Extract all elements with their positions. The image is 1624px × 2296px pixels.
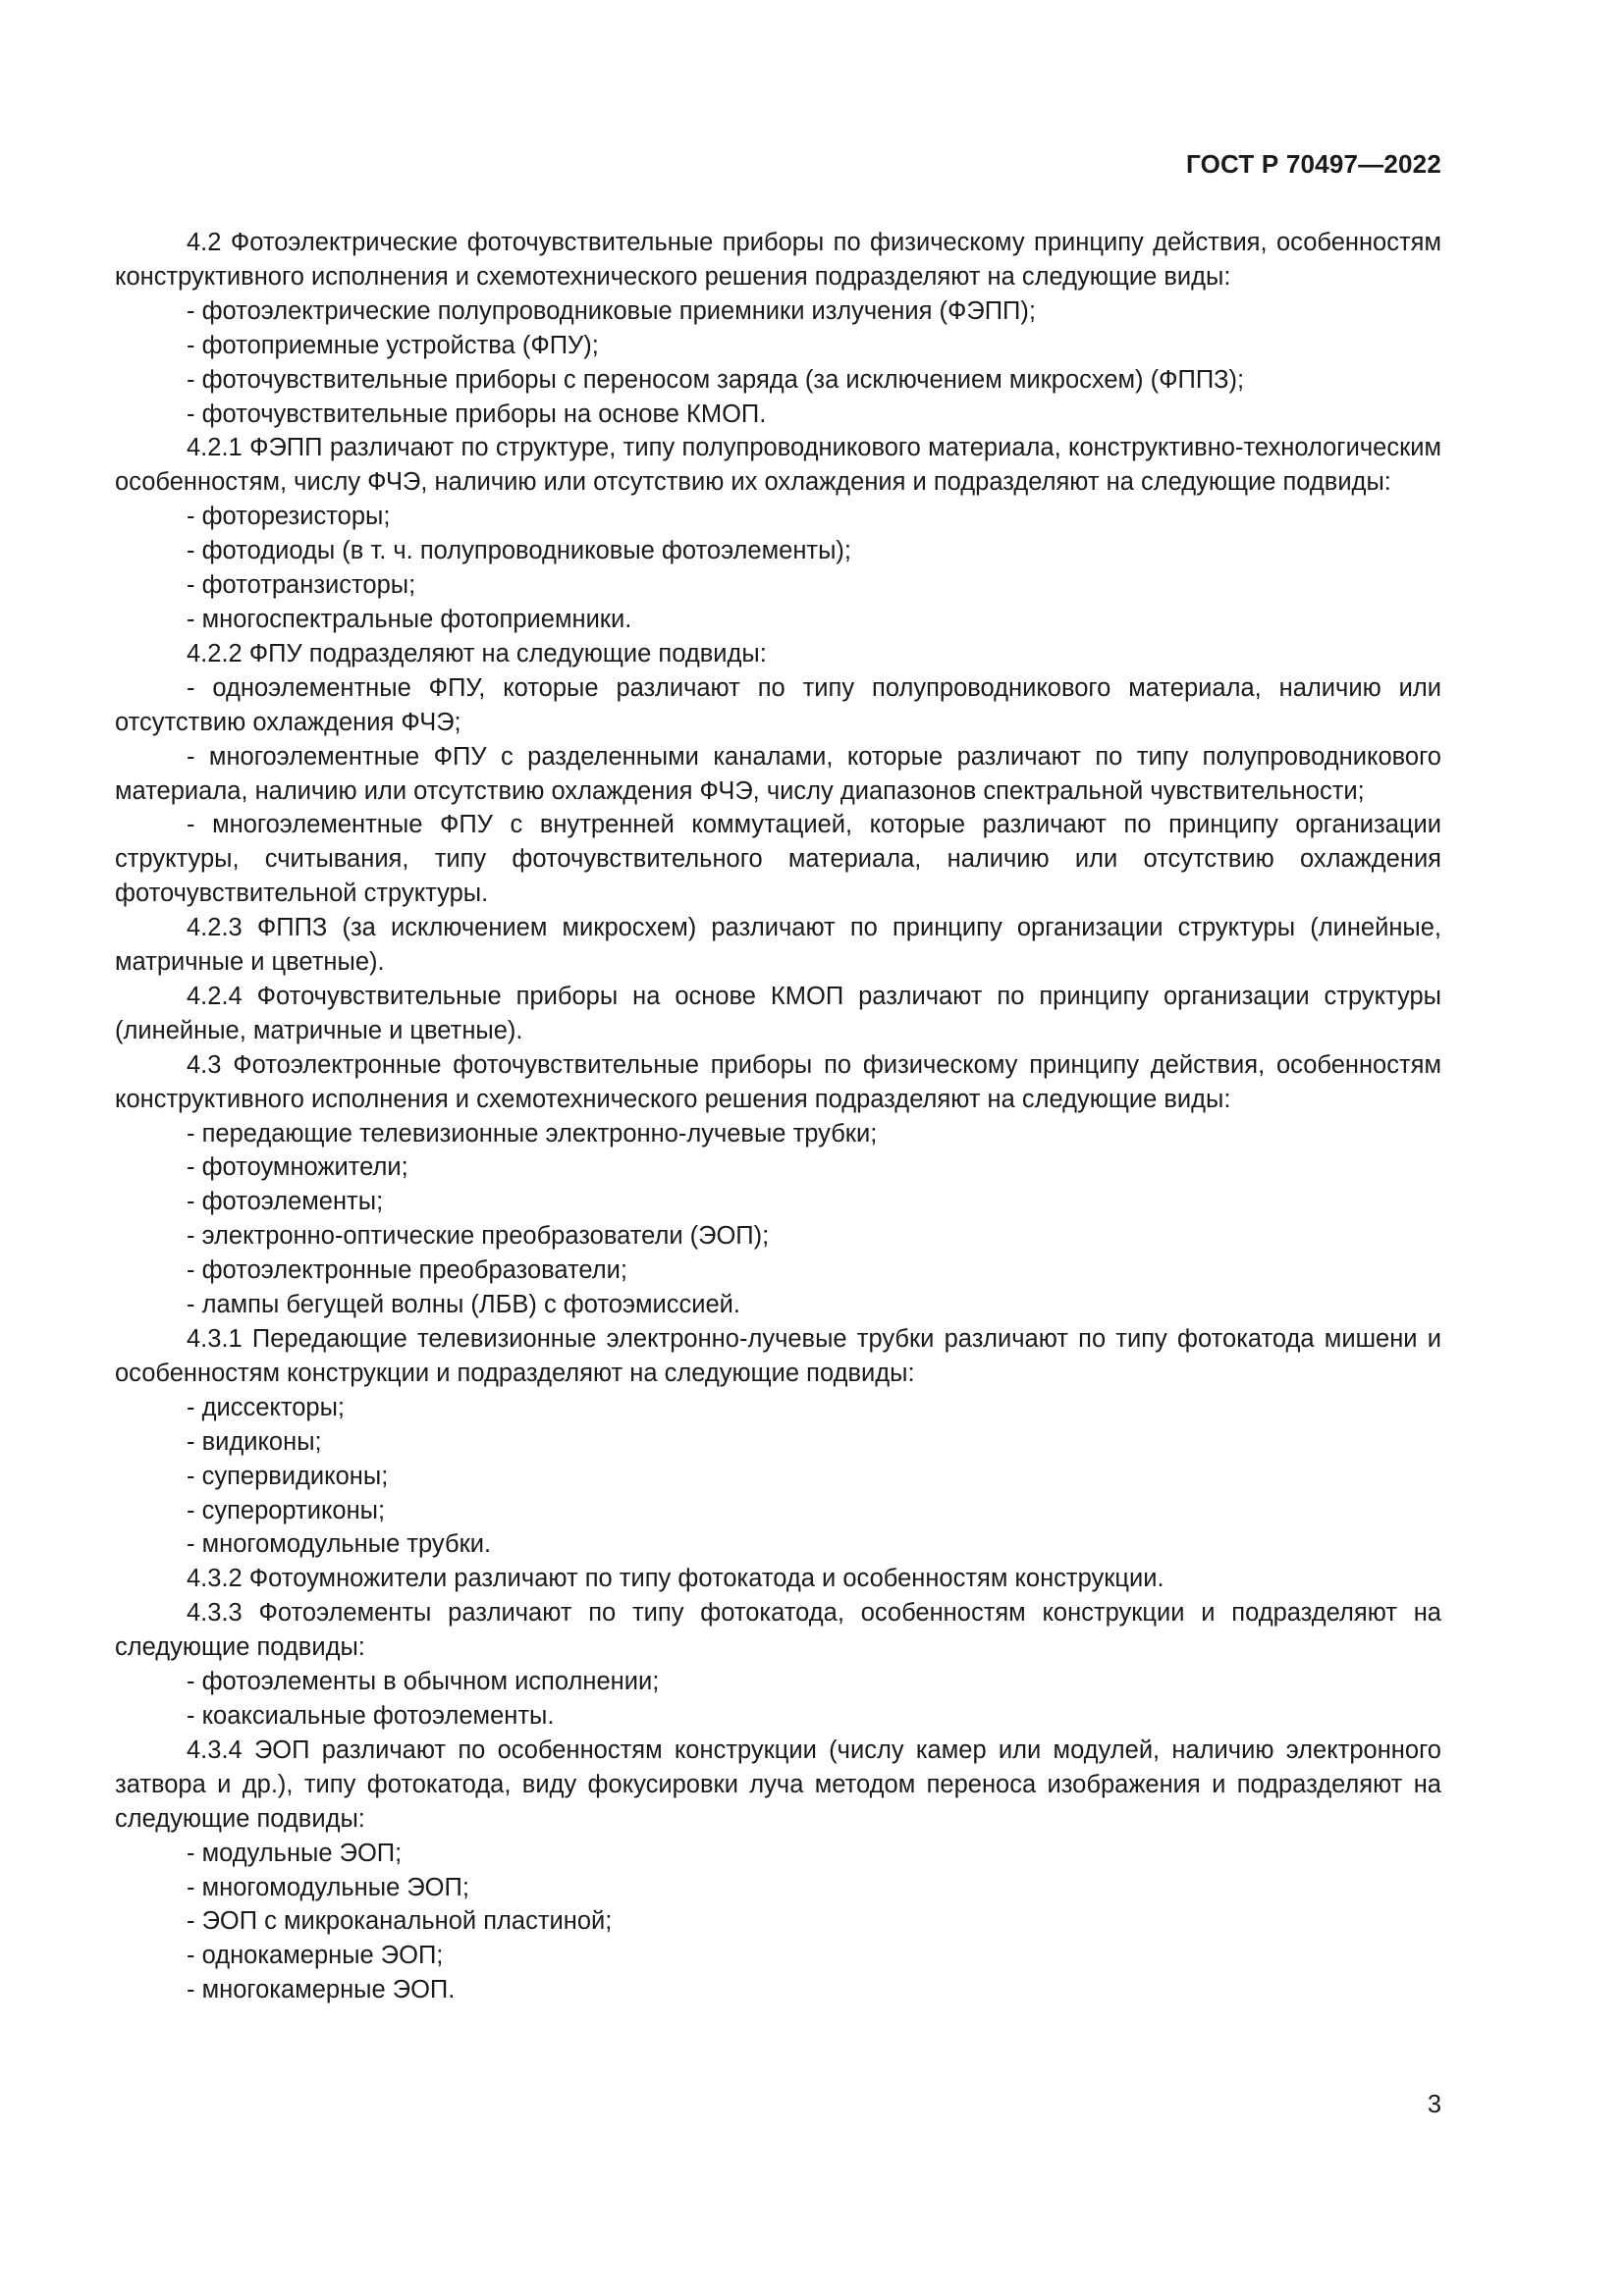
paragraph: 4.2.1 ФЭПП различают по структуре, типу полупроводникового материала, конструктивно-технологическим особенностям, числу ФЧЭ, наличию или отсутствию их охлаждения и подразделяют на следующие подвиды: <box>115 434 1441 497</box>
list-item: - передающие телевизионные электронно-лучевые трубки; <box>187 1119 878 1148</box>
list-item: - диссекторы; <box>187 1393 345 1421</box>
paragraph: 4.2.2 ФПУ подразделяют на следующие подвиды: <box>187 639 767 667</box>
list-item: - модульные ЭОП; <box>187 1839 403 1867</box>
list-item: - фоточувствительные приборы на основе КМОП. <box>187 400 767 428</box>
list-item: - фотоэлектронные преобразователи; <box>187 1256 627 1285</box>
paragraph: 4.3 Фотоэлектронные фоточувствительные приборы по физическому принципу действия, особенностям конструктивного исполнения и схемотехнического решения подразделяют на следующие виды: <box>115 1050 1441 1113</box>
list-item: - видиконы; <box>187 1427 322 1456</box>
paragraph: 4.2.3 ФППЗ (за исключением микросхем) различают по принципу организации структуры (линейные, матричные и цветные). <box>115 914 1441 977</box>
list-item: - многомодульные ЭОП; <box>187 1873 469 1901</box>
list-item: - фотоумножители; <box>187 1153 408 1182</box>
document-code-header: ГОСТ Р 70497—2022 <box>1186 149 1441 179</box>
list-item: - фототранзисторы; <box>187 571 416 600</box>
paragraph: - многоэлементные ФПУ с разделенными каналами, которые различают по типу полупроводникового материала, наличию или отсутствию охлаждения ФЧЭ, числу диапазонов спектральной чувствительности; <box>115 742 1441 805</box>
list-item: - фотодиоды (в т. ч. полупроводниковые фотоэлементы); <box>187 537 851 565</box>
paragraph: 4.2.4 Фоточувствительные приборы на основе КМОП различают по принципу организации структуры (линейные, матричные и цветные). <box>115 982 1441 1044</box>
page-number: 3 <box>1427 2091 1441 2118</box>
document-body <box>115 226 1441 2007</box>
paragraph: 4.3.4 ЭОП различают по особенностям конструкции (числу камер или модулей, наличию электронного затвора и др.), типу фотокатода, виду фокусировки луча методом переноса изображения и подразделяют на следующие подвиды: <box>115 1735 1441 1833</box>
list-item: - однокамерные ЭОП; <box>187 1942 444 1970</box>
paragraph: 4.2 Фотоэлектрические фоточувствительные приборы по физическому принципу действия, особенностям конструктивного исполнения и схемотехнического решения подразделяют на следующие виды: <box>115 229 1441 291</box>
list-item: - лампы бегущей волны (ЛБВ) с фотоэмиссией. <box>187 1291 741 1319</box>
list-item: - электронно-оптические преобразователи (ЭОП); <box>187 1222 770 1251</box>
list-item: - многокамерные ЭОП. <box>187 1976 456 2004</box>
list-item: - фотоэлектрические полупроводниковые приемники излучения (ФЭПП); <box>187 296 1036 325</box>
list-item: - фотоэлементы; <box>187 1188 384 1216</box>
paragraph: - одноэлементные ФПУ, которые различают по типу полупроводникового материала, наличию или отсутствию охлаждения ФЧЭ; <box>115 673 1441 736</box>
list-item: - суперортиконы; <box>187 1496 386 1524</box>
list-item: - многомодульные трубки. <box>187 1530 492 1559</box>
list-item: - фотоприемные устройства (ФПУ); <box>187 331 599 359</box>
paragraph: - многоэлементные ФПУ с внутренней коммутацией, которые различают по принципу организации структуры, считывания, типу фоточувствительного материала, наличию или отсутствию охлаждения фоточувствительной структуры. <box>115 811 1441 908</box>
list-item: - супервидиконы; <box>187 1462 389 1490</box>
paragraph: 4.3.3 Фотоэлементы различают по типу фотокатода, особенностям конструкции и подразделяют на следующие подвиды: <box>115 1599 1441 1662</box>
list-item: - фоточувствительные приборы с переносом заряда (за исключением микросхем) (ФППЗ); <box>187 365 1245 394</box>
list-item: - фоторезисторы; <box>187 503 391 531</box>
list-item: - ЭОП с микроканальной пластиной; <box>187 1907 613 1936</box>
paragraph: 4.3.1 Передающие телевизионные электронно-лучевые трубки различают по типу фотокатода мишени и особенностям конструкции и подразделяют на следующие подвиды: <box>115 1325 1441 1387</box>
list-item: - коаксиальные фотоэлементы. <box>187 1701 555 1730</box>
list-item: - многоспектральные фотоприемники. <box>187 605 632 633</box>
paragraph: 4.3.2 Фотоумножители различают по типу фотокатода и особенностям конструкции. <box>187 1565 1164 1593</box>
list-item: - фотоэлементы в обычном исполнении; <box>187 1668 660 1696</box>
